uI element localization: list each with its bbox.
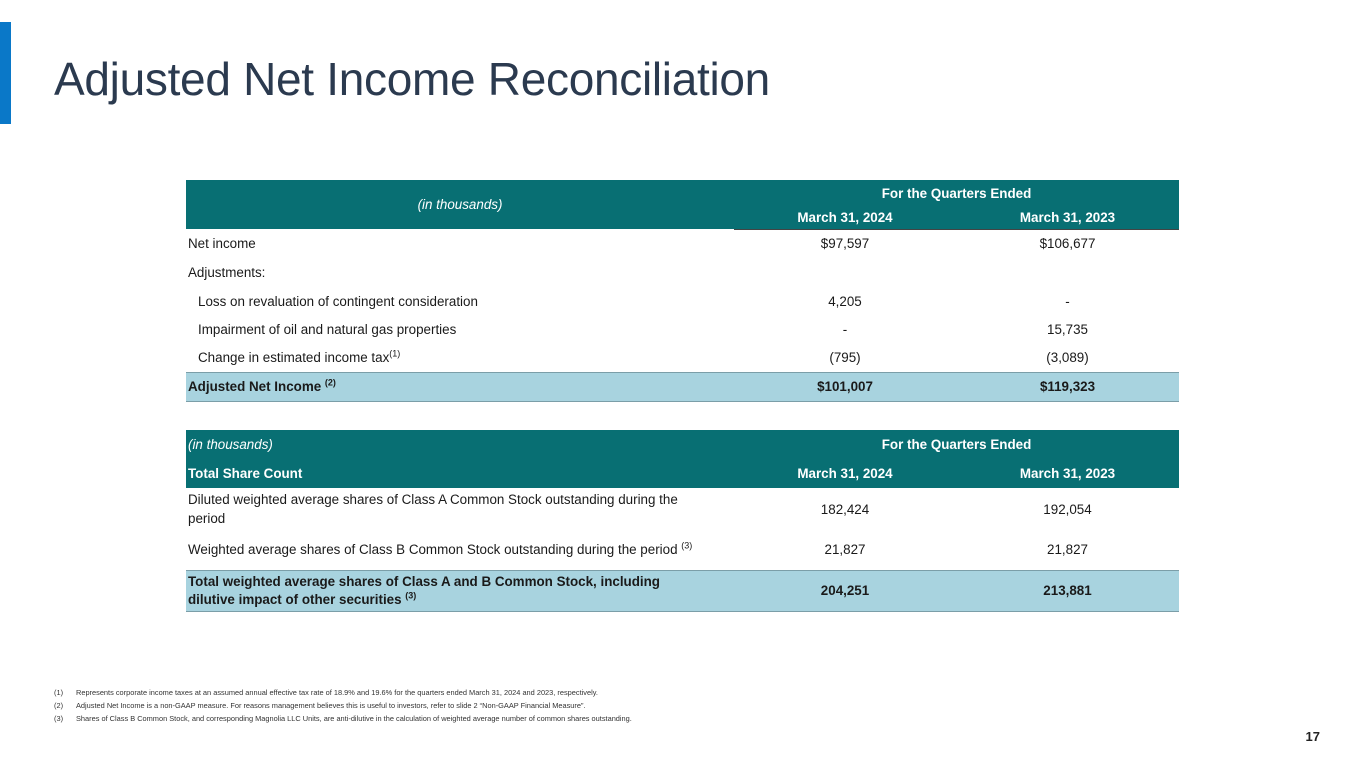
group-header: For the Quarters Ended — [734, 180, 1179, 207]
row-header: Total Share Count — [186, 459, 734, 488]
footnote — [54, 712, 632, 725]
value-2023 — [956, 258, 1179, 287]
unit-label: (in thousands) — [186, 180, 734, 229]
column-header-2023: March 31, 2023 — [956, 207, 1179, 229]
unit-label: (in thousands) — [186, 430, 734, 459]
total-row — [186, 372, 1179, 401]
value-2024: 182,424 — [820, 501, 870, 517]
footnote-number: (1) — [54, 688, 64, 697]
value-2024: 21,827 — [824, 542, 866, 558]
footnote-text: Adjusted Net Income is a non-GAAP measure. For reasons management believes this is useful to investors, refer to slide 2 “Non-GAAP Financial Measure”. — [76, 701, 586, 710]
value-2024: (795) — [829, 350, 861, 366]
value-2024: 4,205 — [828, 293, 862, 309]
total-2023: 213,881 — [956, 570, 1179, 611]
value-2023: 21,827 — [1047, 542, 1088, 558]
footnote-text: Represents corporate income taxes at an assumed annual effective tax rate of 18.9% and 19.6% for the quarters ended March 31, 2024 and 2023, respectively. — [76, 688, 598, 697]
page-title: Adjusted Net Income Reconciliation — [54, 53, 770, 105]
value-2023: (3,089) — [1046, 350, 1089, 366]
value-2023: - — [1065, 293, 1070, 309]
footnote-text: Shares of Class B Common Stock, and corresponding Magnolia LLC Units, are anti-dilutive in the calculation of weighted average number of common shares outstanding. — [76, 714, 632, 723]
table-row — [186, 229, 1179, 258]
value-2024: - — [842, 322, 848, 337]
table-row — [186, 287, 1179, 315]
row-label: Adjustments: — [188, 265, 266, 280]
footnotes — [54, 686, 632, 725]
table-row — [186, 488, 1179, 530]
page-number: 17 — [1305, 729, 1320, 744]
row-label: Diluted weighted average shares of Class A Common Stock outstanding during the period — [188, 492, 678, 526]
total-row — [186, 570, 1179, 611]
footnote-number: (3) — [54, 714, 64, 723]
table-row — [186, 344, 1179, 372]
value-2024 — [734, 258, 956, 287]
footnote-ref: (2) — [324, 377, 336, 388]
footnote-number: (2) — [54, 701, 64, 710]
footnote-ref: (1) — [389, 348, 401, 359]
group-header: For the Quarters Ended — [734, 430, 1179, 459]
column-header-2024: March 31, 2024 — [734, 207, 956, 229]
table-row — [186, 530, 1179, 570]
share-count-table — [186, 430, 1179, 612]
adjusted-net-income-table — [186, 180, 1179, 402]
total-2024: 204,251 — [734, 570, 956, 611]
footnote-ref: (3) — [405, 590, 417, 601]
row-label: Impairment of oil and natural gas properties — [198, 322, 457, 337]
table-row — [186, 258, 1179, 287]
table-row — [186, 315, 1179, 344]
row-label: Net income — [188, 236, 256, 251]
accent-bar — [0, 22, 11, 124]
value-2023: 192,054 — [1043, 501, 1092, 517]
value-2024: $97,597 — [820, 236, 870, 252]
row-label: Weighted average shares of Class B Common Stock outstanding during the period $^{(3)}$ — [188, 540, 693, 558]
footnote-ref: (3) — [681, 540, 693, 551]
footnote — [54, 699, 632, 712]
footnote — [54, 686, 632, 699]
row-label: Loss on revaluation of contingent consideration — [198, 293, 478, 309]
total-2024: $101,007 — [734, 372, 956, 401]
row-label: Change in estimated income tax$^{(1)}$ — [198, 348, 401, 366]
value-2023: $106,677 — [1039, 236, 1096, 252]
total-label: Total weighted average shares of Class A and B Common Stock, including dilutive impact of other securities $^{(3)}$ — [186, 570, 734, 611]
column-header-2024: March 31, 2024 — [734, 459, 956, 488]
total-2023: $119,323 — [956, 372, 1179, 401]
total-label: Adjusted Net Income $^{(2)}$ — [186, 372, 734, 401]
value-2023: 15,735 — [1047, 322, 1088, 337]
column-header-2023: March 31, 2023 — [956, 459, 1179, 488]
